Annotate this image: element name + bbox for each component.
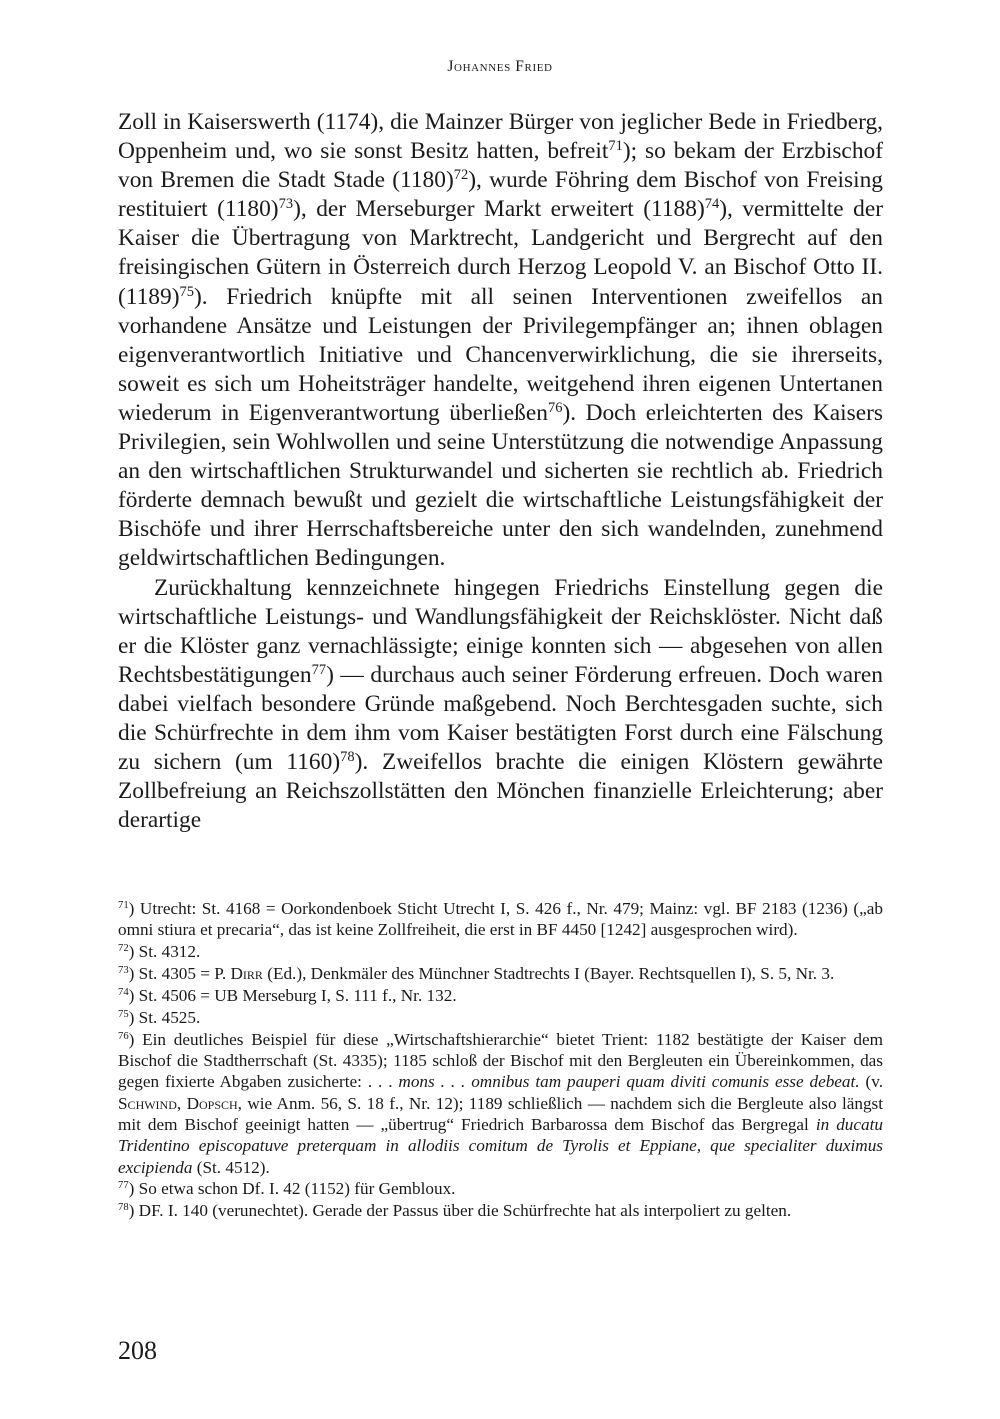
footnote-78 bbox=[118, 1200, 883, 1221]
text-run: ). Friedrich knüpfte mit all seinen Interventionen zweifellos an vorhandene Ansätze und Leistungen der Privilegempfänger an; ihnen oblagen eigenverantwortlich Initiative und Chancenverwirklichung, die sie ihrerseits, soweit es sich um Hoheitsträger handelte, weitgehend ihren eigenen Untertanen wiederum in Eigenverantwortung überließen bbox=[118, 283, 883, 426]
footnote-number: 77 bbox=[118, 1180, 129, 1192]
footnote-text: (St. 4512). bbox=[192, 1157, 270, 1177]
footnote-number: 73 bbox=[118, 965, 129, 977]
text-run: ); so bekam der Erzbischof von Bremen die Stadt Stade (1180) bbox=[118, 138, 883, 194]
paragraph-2 bbox=[118, 574, 883, 836]
footnote-number: 76 bbox=[118, 1030, 129, 1042]
footnote-number: 78 bbox=[118, 1202, 129, 1214]
footnote-text: , wie Anm. 56, S. 18 f., Nr. 12); 1189 schließlich — nachdem sich die Bergleute also längst mit dem Bischof geeinigt hatten — „übertrug“ Friedrich Barbarossa dem Bischof das Bergregal bbox=[118, 1093, 884, 1134]
author-name: Dopsch bbox=[186, 1093, 238, 1113]
page-number: 208 bbox=[118, 1336, 157, 1365]
footnote-77 bbox=[118, 1178, 883, 1199]
footnote-text: ) So etwa schon Df. I. 42 (1152) für Gembloux. bbox=[128, 1179, 456, 1199]
footnote-text: ) Utrecht: St. 4168 = Oorkondenboek Sticht Utrecht I, S. 426 f., Nr. 479; Mainz: vgl. BF 2183 (1236) („ab omni stiura et precaria“, das ist keine Zollfreiheit, die erst in BF 4450 [1242] ausgesprochen wird). bbox=[118, 899, 883, 940]
main-text bbox=[118, 108, 883, 835]
text-run: Zurückhaltung kennzeichnete hingegen Friedrichs Einstellung gegen die wirtschaftliche Leistungs- und Wandlungsfähigkeit der Reichsklöster. Nicht daß er die Klöster ganz vernachlässigte; einige konnten sich — abgesehen von allen Rechtsbestätigungen bbox=[118, 574, 883, 688]
footnote-text: ) St. 4506 = UB Merseburg I, S. 111 f., Nr. 132. bbox=[128, 985, 457, 1005]
footnote-ref-74[interactable]: 74 bbox=[704, 196, 720, 213]
footnote-text: ) St. 4525. bbox=[128, 1007, 201, 1027]
text-run: ). Doch erleichterten des Kaisers Privilegien, sein Wohlwollen und seine Unterstützung die notwendige Anpassung an den wirtschaftlichen Strukturwandel und sicherten sie rechtlich ab. Friedrich förderte demnach bewußt und gezielt die wirtschaftliche Leistungsfähigkeit der Bischöfe und ihrer Herrschaftsbereiche unter den sich wandelnden, zunehmend geldwirtschaftlichen Bedingungen. bbox=[118, 399, 883, 572]
paragraph-1 bbox=[118, 108, 883, 574]
footnote-ref-78[interactable]: 78 bbox=[340, 749, 355, 766]
footnote-71 bbox=[118, 898, 883, 941]
footnote-text: ) St. 4305 = P. bbox=[128, 964, 231, 984]
footnote-number: 72 bbox=[118, 943, 129, 955]
footnote-72 bbox=[118, 941, 883, 962]
latin-quote: in ducatu Tridentino episcopatuve preterquam in allodiis comitum de Tyrolis et Eppiane, que specialiter duximus excipienda bbox=[118, 1114, 883, 1177]
footnote-text: ) Ein deutliches Beispiel für diese „Wirtschaftshierarchie“ bietet Trient: 1182 bestätigte der Kaiser dem Bischof die Stadtherrschaft (St. 4335); 1185 schloß der Bischof mit den Bergleuten ein Übereinkommen, das gegen fixierte Abgaben zusicherte: . . . bbox=[118, 1029, 883, 1092]
footnote-ref-75[interactable]: 75 bbox=[179, 283, 194, 300]
footnote-text: ) St. 4312. bbox=[128, 942, 201, 962]
footnote-ref-73[interactable]: 73 bbox=[278, 196, 294, 213]
footnote-74 bbox=[118, 985, 883, 1006]
footnote-ref-71[interactable]: 71 bbox=[608, 138, 623, 155]
footnote-ref-77[interactable]: 77 bbox=[311, 661, 327, 678]
footnotes bbox=[118, 898, 883, 1222]
running-head: Johannes Fried bbox=[447, 58, 553, 75]
footnote-number: 74 bbox=[118, 987, 129, 999]
footnote-number: 71 bbox=[118, 900, 129, 912]
author-name: Schwind bbox=[118, 1093, 177, 1113]
latin-quote: mons . . . omnibus tam pauperi quam diviti comunis esse debeat. bbox=[398, 1072, 860, 1092]
author-name: Dirr bbox=[230, 964, 263, 984]
footnote-number: 75 bbox=[118, 1009, 129, 1020]
footnote-text: ) DF. I. 140 (verunechtet). Gerade der Passus über die Schürfrechte hat als interpoliert zu gelten. bbox=[128, 1201, 792, 1221]
footnote-ref-72[interactable]: 72 bbox=[453, 167, 469, 184]
footnote-text: (v. bbox=[859, 1072, 883, 1092]
footnote-text: (Ed.), Denkmäler des Münchner Stadtrechts I (Bayer. Rechtsquellen I), S. 5, Nr. 3. bbox=[262, 964, 835, 984]
text-run: ) — durchaus auch seiner Förderung erfreuen. Doch waren dabei vielfach besondere Gründe maßgebend. Noch Berchtesgaden suchte, sich die Schürfrechte in dem ihm vom Kaiser bestätigten Forst durch eine Fälschung zu sichern (um 1160) bbox=[118, 661, 883, 776]
footnote-text: , bbox=[176, 1093, 187, 1113]
footnote-76 bbox=[118, 1029, 883, 1178]
text-run: ), der Merseburger Markt erweitert (1188) bbox=[293, 196, 705, 223]
footnote-ref-76[interactable]: 76 bbox=[547, 399, 563, 416]
text-run: ), wurde Föhring dem Bischof von Freising restituiert (1180) bbox=[118, 167, 883, 223]
footnote-75 bbox=[118, 1007, 883, 1028]
text-run: ). Zweifellos brachte die einigen Klöstern gewährte Zollbefreiung an Reichszollstätten den Mönchen finanzielle Erleichterung; aber derartige bbox=[118, 749, 883, 834]
text-run: ), vermittelte der Kaiser die Übertragung von Marktrecht, Landgericht und Bergrecht auf den freisingischen Gütern in Österreich durch Herzog Leopold V. an Bischof Otto II. (1189) bbox=[118, 196, 883, 310]
footnote-73 bbox=[118, 963, 883, 984]
text-run: Zoll in Kaiserswerth (1174), die Mainzer Bürger von jeglicher Bede in Friedberg, Oppenheim und, wo sie sonst Besitz hatten, befreit bbox=[118, 109, 883, 165]
